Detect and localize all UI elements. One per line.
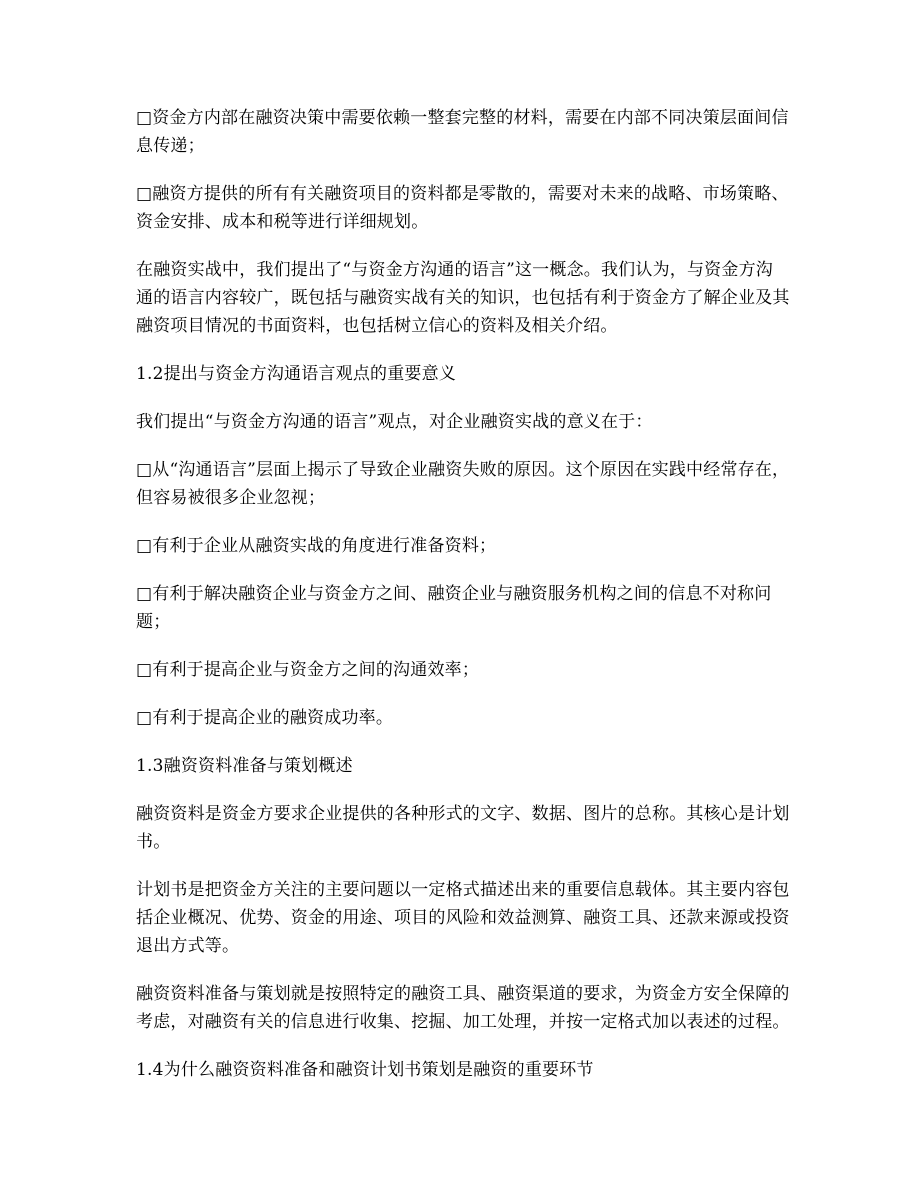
bullet-information-asymmetry: □有利于解决融资企业与资金方之间、融资企业与融资服务机构之间的信息不对称问题；: [136, 584, 772, 632]
heading-1-3: 1.3融资资料准备与策划概述: [136, 756, 353, 776]
heading-1-4: 1.4为什么融资资料准备和融资计划书策划是融资的重要环节: [136, 1060, 594, 1080]
para-language-concept: 在融资实战中，我们提出了“与资金方沟通的语言”这一概念。我们认为，与资金方沟通的语言内容较广，既包括与融资实战有关的知识，也包括有利于资金方了解企业及其融资项目情况的书面资料，也包括树立信心的资料及相关介绍。: [136, 260, 790, 336]
bullet-internal-decision: □资金方内部在融资决策中需要依赖一整套完整的材料，需要在内部不同决策层面间信息传递；: [136, 108, 789, 156]
bullet-success-rate: □有利于提高企业的融资成功率。: [136, 708, 394, 728]
bullet-prepare-materials: □有利于企业从融资实战的角度进行准备资料；: [136, 536, 497, 556]
bullet-failure-reason: □从“沟通语言”层面上揭示了导致企业融资失败的原因。这个原因在实践中经常存在，但容易被很多企业忽视；: [136, 460, 790, 508]
bullet-scattered-materials: □融资方提供的所有有关融资项目的资料都是零散的，需要对未来的战略、市场策略、资金安排、成本和税等进行详细规划。: [136, 184, 789, 232]
heading-1-2: 1.2提出与资金方沟通语言观点的重要意义: [136, 364, 457, 384]
para-significance-intro: 我们提出“与资金方沟通的语言”观点，对企业融资实战的意义在于：: [136, 412, 653, 432]
para-materials-definition: 融资资料是资金方要求企业提供的各种形式的文字、数据、图片的总称。其核心是计划书。: [136, 804, 790, 852]
para-preparation-process: 融资资料准备与策划就是按照特定的融资工具、融资渠道的要求，为资金方安全保障的考虑，对融资有关的信息进行收集、挖掘、加工处理，并按一定格式加以表述的过程。: [136, 984, 790, 1032]
para-plan-definition: 计划书是把资金方关注的主要问题以一定格式描述出来的重要信息载体。其主要内容包括企业概况、优势、资金的用途、项目的风险和效益测算、融资工具、还款来源或投资退出方式等。: [136, 880, 790, 956]
bullet-communication-efficiency: □有利于提高企业与资金方之间的沟通效率；: [136, 660, 480, 680]
